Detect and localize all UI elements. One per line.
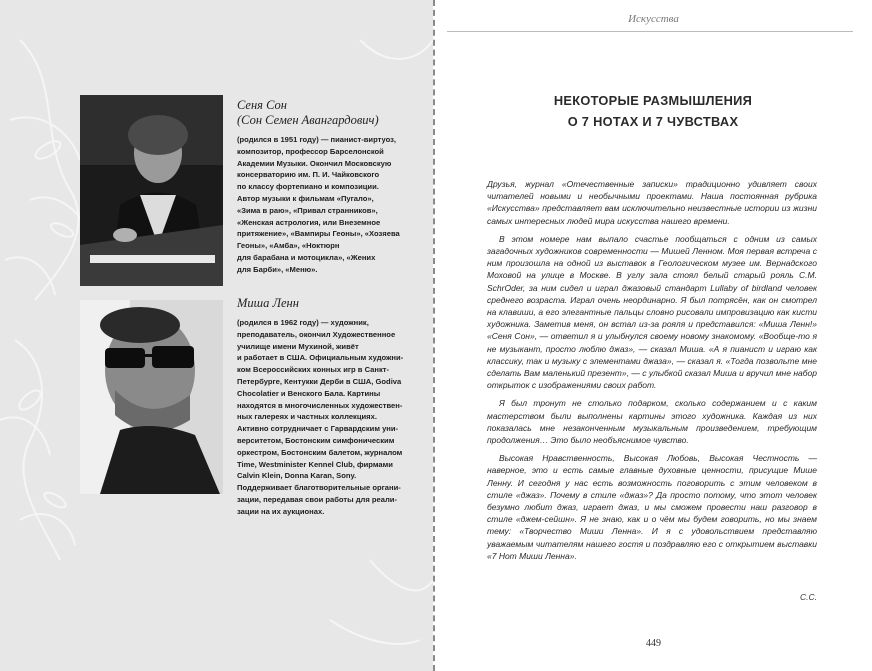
article-title-line-2: О 7 НОТАХ И 7 ЧУВСТВАХ <box>567 114 739 129</box>
right-page <box>435 0 872 671</box>
article-paragraph: Друзья, журнал «Отечественные записки» традиционно удивляет своих читателей новыми и необычными проектами. Наша постоянная рубрика «Искусства» представляет вам исключительно неизвестные истории из жизни самых интересных людей мира искусства нашего времени. <box>487 179 817 226</box>
article-paragraph: Высокая Нравственность, Высокая Любовь, Высокая Честность — наверное, это и есть самые главные духовные ценности, присущие Мише Ленну. И сегодня у нас есть возможность поговорить с этим человеком в стиле «джаз». Почему в стиле «джаз»? Да просто потому, что этот человек безумно любит джаз, играет джаз, и мы сможем провести наш разговор в стиле «джем-сейшн». Я не знаю, как и о чём мы будем говорить, но мы знаем тему: «Творчество Миши Ленна». И я с удовольствием представляю уважаемым читателям нашего гостя и поздравляю его с открытием выставки «7 Нот Миши Ленна». <box>487 453 817 561</box>
bio-name: Сеня Сон <box>237 98 287 112</box>
bio-text: (родился в 1962 году) — художник, преподаватель, окончил Художественное училище имени Мухиной, живёт и работает в США. Официальным художни- ком Всероссийских конных игр в Санкт- Петербурге, Кентукки Дерби в США, Godiva Chocolatier и Венского Бала. Картины находятся в многочисленных художествен- ных галереях и частных коллекциях. Активно сотрудничает с Гарвардским уни- верситетом, Бостонским симфоническим оркестром, Бостонским балетом, журналом Time, Westminister Kennel Club, фирмами Calvin Klein, Donna Karan, Sony. Поддерживает благотворительные органи- зации, передавая свои работы для реали- зации на их аукционах. <box>237 318 404 516</box>
article-title <box>465 90 841 132</box>
bio-name: Миша Ленн <box>237 296 299 310</box>
bio-text: (родился в 1951 году) — пианист-виртуоз, композитор, профессор Барселонской Академии Музыки. Окончил Московскую консерваторию им. П. И. Чайковского по классу фортепиано и композиции. Автор музыки к фильмам «Пугало», «Зима в раю», «Привал странников», «Женская астрология, или Внеземное притяжение», «Вампиры Геоны», «Хозяева Геоны», «Амба», «Ноктюрн для барабана и мотоцикла», «Жених для Барби», «Меню». <box>237 135 400 274</box>
article-paragraph: Я был тронут не столько подарком, сколько содержанием и с каким мастерством были выполнены картины этого художника. Каждая из них показалась мне незаконченным музыкальным произведением, требующим продолжения… Это было необъяснимое чувство. <box>487 398 817 446</box>
portrait-photo-misha-lenn <box>80 300 223 494</box>
running-head: Искусства <box>628 13 679 25</box>
bio-senya-son <box>237 98 407 276</box>
left-page <box>0 0 433 671</box>
bio-misha-lenn <box>237 296 407 518</box>
bio-fullname: (Сон Семен Авангардович) <box>237 113 379 127</box>
header-rule <box>447 31 853 32</box>
article-title-line-1: НЕКОТОРЫЕ РАЗМЫШЛЕНИЯ <box>553 93 753 108</box>
article-paragraph: В этом номере нам выпало счастье пообщаться с одним из самых загадочных художников современности — Мишей Ленном. Моя первая встреча с ним произошла на одной из выставок в Геологическом музее им. Вернадского Моховой на улице в Москве. В углу зала стоял белый старый рояль C.M. SchrOder, за ним сидел и играл джазовый стандарт Lullaby of birdland человек среднего возраста. Играл очень неординарно. Я был потрясён, как он смотрел на клавиши, а его элегантные пальцы словно рисовали импровизацию как кисти художника. Заметив меня, он встал из-за рояля и представился: «Миша Ленн!» «Сеня Сон», — ответил я и улыбнулся своему новому знакомому. «Вообще-то я не музыкант, просто люблю джаз», — сказал Миша. «А я пианист и играю как классику, так и музыку с элементами джаза», — сказал я. «Тогда позвольте мне сделать Вам маленький презент», — с улыбкой сказал Миша и вручил мне набор открыток с изображениями своих работ. <box>487 233 817 391</box>
article-signature: С.С. <box>800 592 817 602</box>
article-body <box>487 178 817 568</box>
portrait-photo-senya-son <box>80 95 223 286</box>
page-number: 449 <box>646 638 661 649</box>
